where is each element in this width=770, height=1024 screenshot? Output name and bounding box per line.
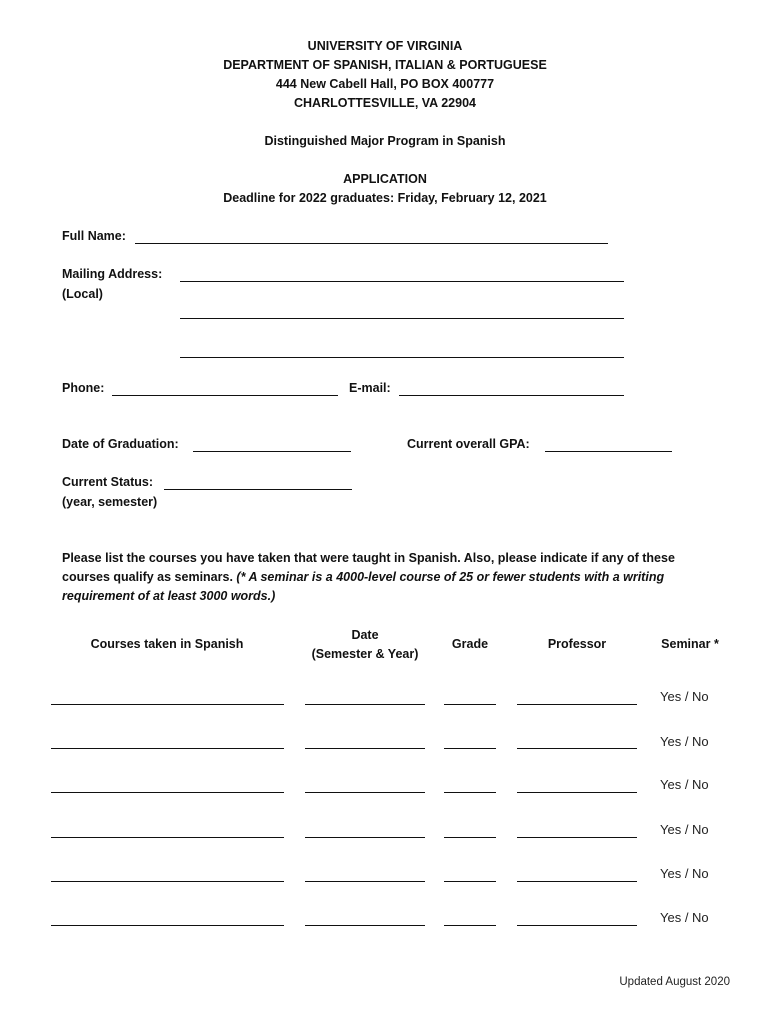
full-name-field[interactable]: [135, 243, 608, 244]
phone-label: Phone:: [62, 381, 105, 395]
date-field[interactable]: [305, 748, 425, 749]
header-courses: Courses taken in Spanish: [90, 637, 244, 651]
date-field[interactable]: [305, 881, 425, 882]
grade-field[interactable]: [444, 881, 496, 882]
seminar-yes-no[interactable]: Yes / No: [660, 910, 709, 925]
instructions-paragraph: [62, 549, 712, 606]
application-heading: APPLICATION: [343, 172, 427, 186]
date-field[interactable]: [305, 704, 425, 705]
university-name: UNIVERSITY OF VIRGINIA: [307, 39, 463, 53]
status-label: Current Status:: [62, 475, 153, 489]
program-title: Distinguished Major Program in Spanish: [264, 134, 506, 148]
course-field[interactable]: [51, 881, 284, 882]
grade-field[interactable]: [444, 792, 496, 793]
date-field[interactable]: [305, 925, 425, 926]
address-field-2[interactable]: [180, 318, 624, 319]
instructions-main: Please list the courses you have taken that were taught in Spanish. Also, please indicate if any of these courses qualify as seminars.: [62, 551, 675, 584]
grade-field[interactable]: [444, 925, 496, 926]
seminar-yes-no[interactable]: Yes / No: [660, 689, 709, 704]
grade-field[interactable]: [444, 704, 496, 705]
date-field[interactable]: [305, 837, 425, 838]
department-name: DEPARTMENT OF SPANISH, ITALIAN & PORTUGUESE: [223, 58, 547, 72]
professor-field[interactable]: [517, 748, 637, 749]
deadline-text: Deadline for 2022 graduates: Friday, February 12, 2021: [223, 191, 547, 205]
updated-note: Updated August 2020: [619, 976, 730, 988]
seminar-yes-no[interactable]: Yes / No: [660, 866, 709, 881]
professor-field[interactable]: [517, 792, 637, 793]
status-note: (year, semester): [62, 495, 158, 509]
email-label: E-mail:: [349, 381, 391, 395]
professor-field[interactable]: [517, 881, 637, 882]
grade-field[interactable]: [444, 837, 496, 838]
header-professor: Professor: [547, 637, 607, 651]
address-line: 444 New Cabell Hall, PO BOX 400777: [275, 77, 495, 91]
course-field[interactable]: [51, 925, 284, 926]
course-field[interactable]: [51, 748, 284, 749]
header-date: [295, 626, 435, 664]
professor-field[interactable]: [517, 704, 637, 705]
header-seminar: Seminar *: [661, 637, 719, 651]
course-field[interactable]: [51, 704, 284, 705]
course-field[interactable]: [51, 837, 284, 838]
grade-field[interactable]: [444, 748, 496, 749]
seminar-yes-no[interactable]: Yes / No: [660, 734, 709, 749]
address-field-1[interactable]: [180, 281, 624, 282]
course-field[interactable]: [51, 792, 284, 793]
address-field-3[interactable]: [180, 357, 624, 358]
graduation-label: Date of Graduation:: [62, 437, 179, 451]
date-field[interactable]: [305, 792, 425, 793]
header-grade: Grade: [451, 637, 489, 651]
gpa-field[interactable]: [545, 451, 672, 452]
seminar-yes-no[interactable]: Yes / No: [660, 777, 709, 792]
professor-field[interactable]: [517, 925, 637, 926]
status-field[interactable]: [164, 489, 352, 490]
graduation-field[interactable]: [193, 451, 351, 452]
seminar-yes-no[interactable]: Yes / No: [660, 822, 709, 837]
mailing-address-label: Mailing Address:: [62, 267, 163, 281]
professor-field[interactable]: [517, 837, 637, 838]
phone-field[interactable]: [112, 395, 338, 396]
seminar-note: (* A seminar is a 4000-level course of 25 or fewer students with a writing requirement of at least 3000 words.): [62, 570, 665, 603]
header-date-line1: Date: [351, 628, 379, 642]
city-line: CHARLOTTESVILLE, VA 22904: [294, 96, 476, 110]
email-field[interactable]: [399, 395, 624, 396]
header-date-line2: (Semester & Year): [311, 647, 419, 661]
local-label: (Local): [62, 287, 103, 301]
gpa-label: Current overall GPA:: [407, 437, 530, 451]
full-name-label: Full Name:: [62, 229, 126, 243]
